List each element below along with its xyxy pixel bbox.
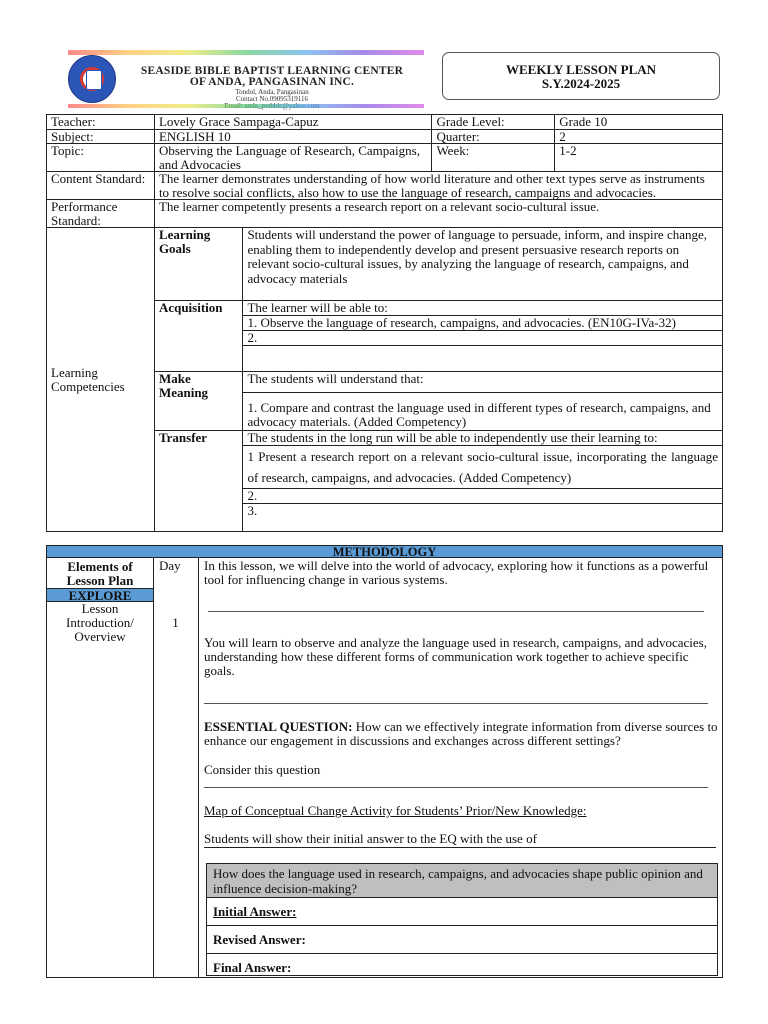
bible-icon <box>86 70 102 90</box>
map-activity-title: Map of Conceptual Change Activity for Students’ Prior/New Knowledge: <box>204 803 587 818</box>
subject-value: ENGLISH 10 <box>154 129 432 144</box>
map-activity-intro: Students will show their initial answer to the EQ with the use of <box>204 831 537 846</box>
elements-column <box>47 558 154 977</box>
objective-paragraph: You will learn to observe and analyze the language used in research, campaigns, and advocacies, understanding how these different forms of communication work together to achieve specific goals. <box>204 635 707 678</box>
subject-label: Subject: <box>47 129 155 144</box>
intro-paragraph: In this lesson, we will delve into the world of advocacy, exploring how it functions as a powerful tool for influencing change in various systems. <box>204 558 709 587</box>
plan-title-box <box>442 52 720 100</box>
day-label: Day <box>159 558 181 573</box>
meaning-item-1: 1. Compare and contrast the language used in different types of research, campaigns, and advocacy materials. (Added Competency) <box>247 400 711 429</box>
acquisition-intro: The learner will be able to: <box>243 301 722 316</box>
performance-standard-value: The learner competently presents a research report on a relevant socio-cultural issue. <box>154 200 722 228</box>
school-address: Tondol, Anda, Pangasinan <box>235 88 309 96</box>
initial-answer[interactable]: Initial Answer: <box>207 898 717 926</box>
lesson-intro-label: Lesson Introduction/ Overview <box>66 601 134 644</box>
transfer-label: Transfer <box>155 431 243 532</box>
meaning-row <box>155 372 722 431</box>
school-letterhead <box>68 50 424 108</box>
day-value: 1 <box>172 615 179 630</box>
content-standard-label: Content Standard: <box>47 172 155 200</box>
content-standard-row <box>47 172 723 200</box>
methodology-heading: METHODOLOGY <box>46 545 723 558</box>
quarter-value: 2 <box>555 129 723 144</box>
meaning-table <box>243 372 722 429</box>
week-value: 1-2 <box>555 144 723 172</box>
school-name-line1: SEASIDE BIBLE BAPTIST LEARNING CENTER <box>140 65 404 77</box>
meaning-intro: The students will understand that: <box>243 372 722 393</box>
teacher-row <box>47 115 723 130</box>
acquisition-table <box>243 301 722 361</box>
transfer-item-2: 2. <box>243 489 722 504</box>
acquisition-item-2: 2. <box>243 331 722 346</box>
acquisition-cell <box>243 301 722 372</box>
competencies-row <box>47 228 723 532</box>
rainbow-stripe-top <box>68 50 424 55</box>
competencies-table <box>155 228 722 531</box>
goals-value: Students will understand the power of language to persuade, inform, and inspire change, enabling them to independently develop and present persuasive research reports on relevant socio-cultural issues, by analyzing the language of research, campaigns, and advocacy materials <box>243 228 722 301</box>
quarter-label: Quarter: <box>432 129 555 144</box>
essential-question-label: ESSENTIAL QUESTION: <box>204 719 353 734</box>
school-seal-logo <box>68 55 116 103</box>
topic-value: Observing the Language of Research, Campaigns, and Advocacies <box>154 144 432 172</box>
methodology-section <box>46 558 723 978</box>
transfer-item-3: 3. <box>247 503 258 518</box>
performance-standard-row <box>47 200 723 228</box>
elements-label: Elements of Lesson Plan <box>66 559 134 588</box>
essential-question <box>204 720 720 748</box>
school-phone: Contact No.09095319116 <box>235 95 309 103</box>
teacher-label: Teacher: <box>47 115 155 130</box>
competencies-label: Learning Competencies <box>47 228 155 532</box>
performance-standard-label: Performance Standard: <box>47 200 155 228</box>
divider-line <box>204 847 716 848</box>
rainbow-stripe-bottom <box>68 104 424 108</box>
grade-label: Grade Level: <box>432 115 555 130</box>
subject-row <box>47 129 723 144</box>
essential-question-text: How can we effectively integrate information from diverse sources to enhance our engagement in discussions and exchanges across different settings? <box>204 719 718 748</box>
transfer-row <box>155 431 722 532</box>
school-name-line2: OF ANDA, PANGASINAN INC. <box>189 76 355 88</box>
transfer-table <box>243 431 722 518</box>
box-question: How does the language used in research, campaigns, and advocacies shape public opinion and influence decision-making? <box>207 864 717 898</box>
content-standard-value: The learner demonstrates understanding of how world literature and other text types serve as instruments to resolve social conflicts, also how to use the language of research, campaigns and advocacies. <box>154 172 722 200</box>
divider-line <box>208 611 704 612</box>
consider-text: Consider this question <box>204 762 321 777</box>
lesson-content-column <box>198 558 722 977</box>
acquisition-label: Acquisition <box>155 301 243 372</box>
school-year: S.Y.2024-2025 <box>541 76 621 91</box>
topic-label: Topic: <box>47 144 155 172</box>
final-answer[interactable]: Final Answer: <box>213 960 292 975</box>
lesson-info-table <box>46 114 723 532</box>
teacher-value: Lovely Grace Sampaga-Capuz <box>154 115 432 130</box>
grade-value: Grade 10 <box>555 115 723 130</box>
plan-title: WEEKLY LESSON PLAN <box>505 62 657 77</box>
competencies-cell <box>154 228 722 532</box>
acquisition-row <box>155 301 722 372</box>
explore-label: EXPLORE <box>47 588 153 602</box>
goals-row <box>155 228 722 301</box>
topic-row <box>47 144 723 172</box>
transfer-intro: The students in the long run will be able to independently use their learning to: <box>243 431 722 446</box>
meaning-cell <box>243 372 722 431</box>
meaning-label: Make Meaning <box>155 372 243 431</box>
acquisition-item-1: 1. Observe the language of research, campaigns, and advocacies. (EN10G-IVa-32) <box>243 316 722 331</box>
day-column <box>153 558 199 977</box>
conceptual-change-box <box>206 863 718 976</box>
goals-label: Learning Goals <box>155 228 243 301</box>
acquisition-spacer <box>243 346 722 362</box>
transfer-item-1: 1 Present a research report on a relevant socio-cultural issue, incorporating the language of research, campaigns, and advocacies. (Added Competency) <box>243 446 722 489</box>
transfer-cell <box>243 431 722 532</box>
school-name <box>122 66 422 88</box>
revised-answer[interactable]: Revised Answer: <box>207 926 717 954</box>
divider-line <box>204 787 708 788</box>
week-label: Week: <box>432 144 555 172</box>
divider-line <box>204 703 708 704</box>
